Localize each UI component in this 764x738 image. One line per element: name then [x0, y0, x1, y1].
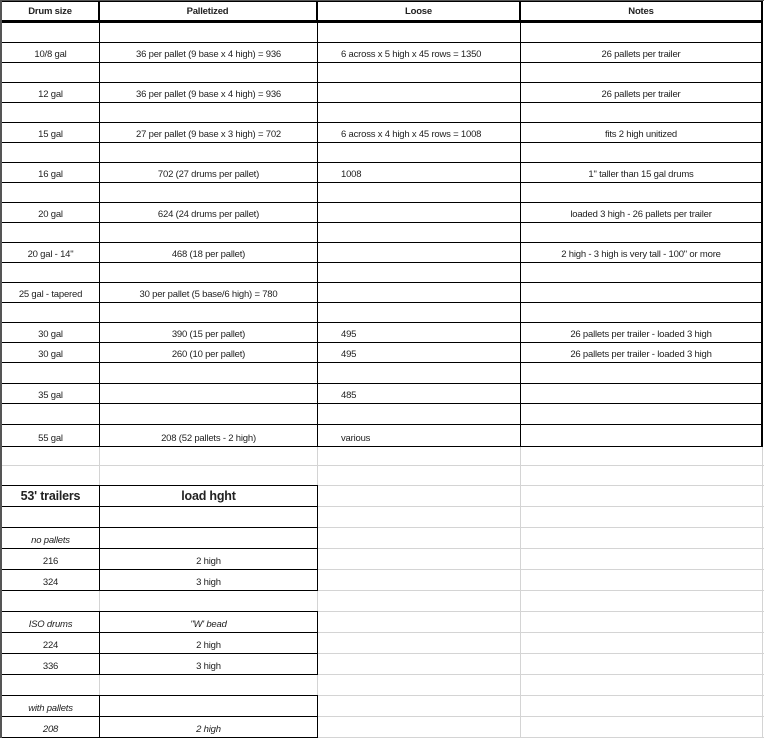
cell-loose[interactable]: [317, 262, 521, 283]
cell-palletized[interactable]: 208 (52 pallets - 2 high): [99, 424, 318, 447]
cell-palletized[interactable]: 390 (15 per pallet): [99, 322, 318, 343]
cell-loose[interactable]: [317, 142, 521, 163]
cell-notes[interactable]: [520, 262, 763, 283]
cell-notes[interactable]: [520, 302, 763, 323]
cell-notes[interactable]: [520, 142, 763, 163]
trailer-load-cell[interactable]: 2 high: [99, 548, 318, 570]
cell-palletized[interactable]: [99, 22, 318, 43]
cell-drum-size[interactable]: [1, 222, 100, 243]
cell-drum-size[interactable]: [1, 182, 100, 203]
cell-loose[interactable]: 495: [317, 342, 521, 363]
cell-loose[interactable]: [317, 222, 521, 243]
header-notes[interactable]: Notes: [521, 1, 763, 22]
trailer-count-cell[interactable]: no pallets: [1, 527, 100, 549]
cell-notes[interactable]: [520, 62, 763, 83]
gridline: [0, 465, 764, 466]
cell-drum-size[interactable]: 12 gal: [1, 82, 100, 103]
trailer-count-cell[interactable]: 224: [1, 632, 100, 654]
cell-notes[interactable]: [520, 403, 763, 425]
cell-notes[interactable]: [520, 424, 763, 447]
cell-drum-size[interactable]: 35 gal: [1, 383, 100, 404]
cell-palletized[interactable]: [99, 403, 318, 425]
cell-drum-size[interactable]: 15 gal: [1, 122, 100, 143]
cell-drum-size[interactable]: 25 gal - tapered: [1, 282, 100, 303]
cell-loose[interactable]: various: [317, 424, 521, 447]
trailer-load-cell[interactable]: [99, 695, 318, 717]
cell-loose[interactable]: [317, 202, 521, 223]
cell-loose[interactable]: 1008: [317, 162, 521, 183]
trailer-load-cell[interactable]: 3 high: [99, 653, 318, 675]
cell-palletized[interactable]: 468 (18 per pallet): [99, 242, 318, 263]
cell-drum-size[interactable]: 30 gal: [1, 342, 100, 363]
cell-palletized[interactable]: [99, 222, 318, 243]
cell-palletized[interactable]: 36 per pallet (9 base x 4 high) = 936: [99, 42, 318, 63]
cell-loose[interactable]: [317, 22, 521, 43]
cell-loose[interactable]: [317, 182, 521, 203]
cell-palletized[interactable]: [99, 362, 318, 384]
trailer-load-cell[interactable]: 2 high: [99, 632, 318, 654]
cell-drum-size[interactable]: 30 gal: [1, 322, 100, 343]
load-height-header[interactable]: load hght: [99, 485, 318, 507]
cell-palletized[interactable]: 30 per pallet (5 base/6 high) = 780: [99, 282, 318, 303]
cell-palletized[interactable]: [99, 383, 318, 404]
cell-palletized[interactable]: [99, 62, 318, 83]
trailer-load-cell[interactable]: [99, 527, 318, 549]
cell-notes[interactable]: 26 pallets per trailer: [520, 42, 763, 63]
cell-drum-size[interactable]: [1, 142, 100, 163]
trailer-count-cell[interactable]: with pallets: [1, 695, 100, 717]
cell-notes[interactable]: loaded 3 high - 26 pallets per trailer: [520, 202, 763, 223]
cell-drum-size[interactable]: [1, 403, 100, 425]
cell-drum-size[interactable]: [1, 62, 100, 83]
cell-notes[interactable]: [520, 182, 763, 203]
trailer-load-cell[interactable]: 3 high: [99, 569, 318, 591]
header-loose[interactable]: Loose: [318, 1, 521, 22]
cell-loose[interactable]: 485: [317, 383, 521, 404]
cell-loose[interactable]: [317, 362, 521, 384]
trailer-load-cell[interactable]: [99, 506, 318, 528]
trailer-load-cell[interactable]: "W' bead: [99, 611, 318, 633]
cell-loose[interactable]: 6 across x 4 high x 45 rows = 1008: [317, 122, 521, 143]
cell-drum-size[interactable]: [1, 102, 100, 123]
cell-notes[interactable]: [520, 222, 763, 243]
cell-palletized[interactable]: 260 (10 per pallet): [99, 342, 318, 363]
cell-drum-size[interactable]: 20 gal: [1, 202, 100, 223]
cell-drum-size[interactable]: [1, 362, 100, 384]
cell-notes[interactable]: 26 pallets per trailer - loaded 3 high: [520, 322, 763, 343]
cell-palletized[interactable]: [99, 102, 318, 123]
cell-notes[interactable]: fits 2 high unitized: [520, 122, 763, 143]
trailer-count-cell[interactable]: 336: [1, 653, 100, 675]
cell-palletized[interactable]: [99, 182, 318, 203]
cell-loose[interactable]: [317, 102, 521, 123]
cell-palletized[interactable]: 27 per pallet (9 base x 3 high) = 702: [99, 122, 318, 143]
cell-notes[interactable]: 2 high - 3 high is very tall - 100" or more: [520, 242, 763, 263]
cell-notes[interactable]: 1" taller than 15 gal drums: [520, 162, 763, 183]
cell-palletized[interactable]: [99, 302, 318, 323]
cell-loose[interactable]: [317, 82, 521, 103]
trailer-count-cell[interactable]: 324: [1, 569, 100, 591]
cell-drum-size[interactable]: 16 gal: [1, 162, 100, 183]
header-drum-size[interactable]: Drum size: [1, 1, 100, 22]
cell-notes[interactable]: [520, 282, 763, 303]
cell-drum-size[interactable]: 20 gal - 14": [1, 242, 100, 263]
sheet-left-edge: [0, 0, 2, 738]
cell-palletized[interactable]: [99, 262, 318, 283]
cell-notes[interactable]: [520, 383, 763, 404]
cell-loose[interactable]: 495: [317, 322, 521, 343]
cell-notes[interactable]: [520, 362, 763, 384]
cell-drum-size[interactable]: [1, 22, 100, 43]
cell-notes[interactable]: 26 pallets per trailer: [520, 82, 763, 103]
cell-loose[interactable]: 6 across x 5 high x 45 rows = 1350: [317, 42, 521, 63]
cell-drum-size[interactable]: [1, 262, 100, 283]
cell-palletized[interactable]: 36 per pallet (9 base x 4 high) = 936: [99, 82, 318, 103]
cell-palletized[interactable]: 702 (27 drums per pallet): [99, 162, 318, 183]
cell-palletized[interactable]: [99, 142, 318, 163]
cell-loose[interactable]: [317, 62, 521, 83]
cell-drum-size[interactable]: 10/8 gal: [1, 42, 100, 63]
trailer-load-cell[interactable]: 2 high: [99, 716, 318, 738]
trailers-title[interactable]: 53' trailers: [1, 485, 100, 507]
cell-notes[interactable]: 26 pallets per trailer - loaded 3 high: [520, 342, 763, 363]
header-palletized[interactable]: Palletized: [99, 1, 318, 22]
trailer-count-cell[interactable]: 216: [1, 548, 100, 570]
cell-loose[interactable]: [317, 403, 521, 425]
cell-drum-size[interactable]: [1, 302, 100, 323]
cell-loose[interactable]: [317, 282, 521, 303]
trailer-count-cell[interactable]: ISO drums: [1, 611, 100, 633]
sheet-top-edge: [0, 0, 764, 1]
trailer-count-cell[interactable]: [1, 506, 100, 528]
cell-loose[interactable]: [317, 302, 521, 323]
cell-palletized[interactable]: 624 (24 drums per pallet): [99, 202, 318, 223]
cell-loose[interactable]: [317, 242, 521, 263]
cell-drum-size[interactable]: 55 gal: [1, 424, 100, 447]
cell-notes[interactable]: [520, 102, 763, 123]
cell-notes[interactable]: [520, 22, 763, 43]
trailer-count-cell[interactable]: 208: [1, 716, 100, 738]
